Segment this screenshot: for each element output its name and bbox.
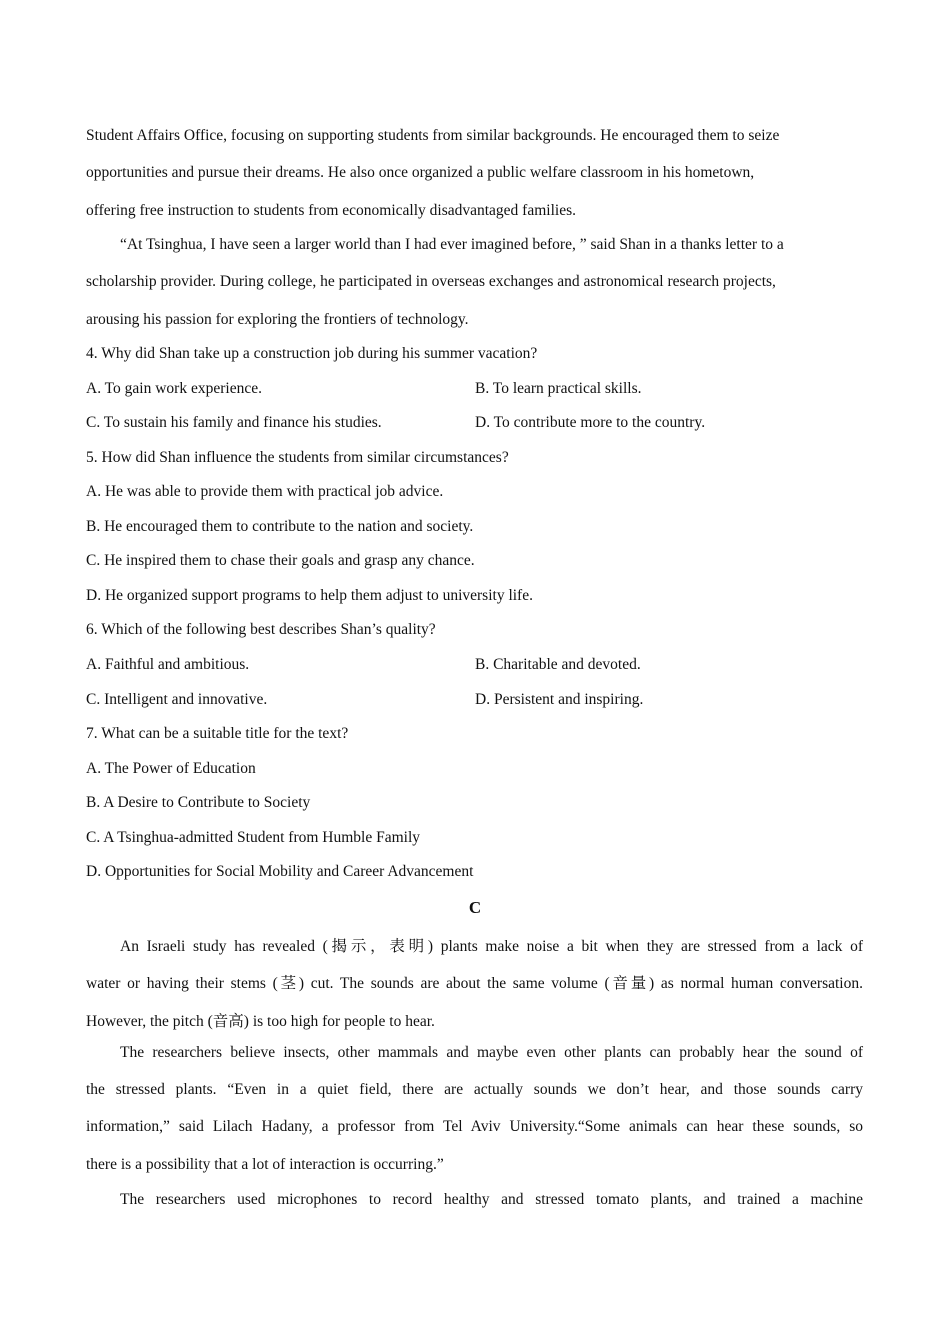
question-option: D. Persistent and inspiring. xyxy=(475,691,644,708)
question-stem: 4. Why did Shan take up a construction job during his summer vacation? xyxy=(86,345,538,362)
question-option: A. To gain work experience. xyxy=(86,380,262,397)
passage-b-line: Student Affairs Office, focusing on supporting students from similar backgrounds. He encouraged them to seize xyxy=(86,127,780,144)
passage-b-line: opportunities and pursue their dreams. He also once organized a public welfare classroom in his hometown, xyxy=(86,164,755,181)
question-option: C. To sustain his family and finance his studies. xyxy=(86,414,382,431)
passage-c-line: The researchers used microphones to record healthy and stressed tomato plants, and trained a machine xyxy=(120,1191,863,1208)
question-option: D. Opportunities for Social Mobility and Career Advancement xyxy=(86,863,474,880)
passage-c-line: The researchers believe insects, other mammals and maybe even other plants can probably hear the sound of xyxy=(120,1044,863,1061)
question-option: A. The Power of Education xyxy=(86,760,256,777)
question-option: C. He inspired them to chase their goals and grasp any chance. xyxy=(86,552,475,569)
question-option: B. He encouraged them to contribute to the nation and society. xyxy=(86,518,474,535)
passage-c-line: information,” said Lilach Hadany, a professor from Tel Aviv University.“Some animals can hear these sounds, so xyxy=(86,1118,863,1135)
passage-c-line: An Israeli study has revealed (揭示，表明) plants make noise a bit when they are stressed from a lack of xyxy=(120,938,863,955)
question-option: D. To contribute more to the country. xyxy=(475,414,706,431)
question-stem: 6. Which of the following best describes Shan’s quality? xyxy=(86,621,436,638)
question-option: A. Faithful and ambitious. xyxy=(86,656,250,673)
passage-c-line: the stressed plants. “Even in a quiet field, there are actually sounds we don’t hear, and those sounds carry xyxy=(86,1081,863,1098)
question-option: D. He organized support programs to help them adjust to university life. xyxy=(86,587,533,604)
question-option: B. A Desire to Contribute to Society xyxy=(86,794,311,811)
passage-b-line: “At Tsinghua, I have seen a larger world than I had ever imagined before, ” said Shan in a thanks letter to a xyxy=(120,236,784,253)
question-option: C. A Tsinghua-admitted Student from Humble Family xyxy=(86,829,421,846)
passage-c-line: However, the pitch (音高) is too high for people to hear. xyxy=(86,1013,435,1030)
passage-c-line: water or having their stems (茎) cut. The sounds are about the same volume (音量) as normal human conversation. xyxy=(86,975,863,992)
passage-b-line: offering free instruction to students from economically disadvantaged families. xyxy=(86,202,576,219)
question-stem: 5. How did Shan influence the students from similar circumstances? xyxy=(86,449,509,466)
passage-b-line: arousing his passion for exploring the frontiers of technology. xyxy=(86,311,469,328)
question-stem: 7. What can be a suitable title for the text? xyxy=(86,725,349,742)
section-heading: C xyxy=(468,898,482,917)
question-option: A. He was able to provide them with practical job advice. xyxy=(86,483,444,500)
question-option: C. Intelligent and innovative. xyxy=(86,691,268,708)
passage-b-line: scholarship provider. During college, he participated in overseas exchanges and astronomical research projects, xyxy=(86,273,776,290)
question-option: B. To learn practical skills. xyxy=(475,380,642,397)
passage-c-line: there is a possibility that a lot of interaction is occurring.” xyxy=(86,1156,444,1173)
question-option: B. Charitable and devoted. xyxy=(475,656,641,673)
